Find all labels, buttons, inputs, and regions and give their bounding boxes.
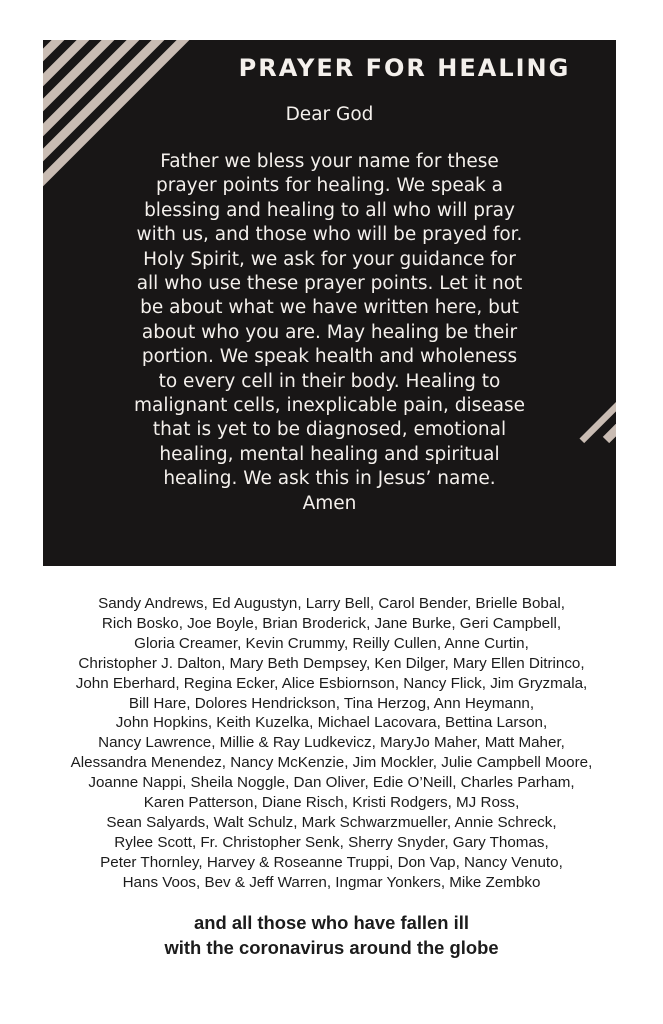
stripe-line bbox=[606, 40, 616, 440]
prayer-line: portion. We speak health and wholeness bbox=[141, 346, 518, 368]
prayer-card bbox=[43, 40, 616, 566]
prayer-line: be about what we have written here, but bbox=[140, 297, 519, 319]
prayer-body bbox=[83, 150, 576, 516]
prayer-title: PRAYER FOR HEALING bbox=[238, 54, 571, 82]
names-line: Rylee Scott, Fr. Christopher Senk, Sherry Snyder, Gary Thomas, bbox=[114, 833, 549, 851]
names-line: Gloria Creamer, Kevin Crummy, Reilly Cullen, Anne Curtin, bbox=[134, 634, 529, 652]
names-line: Nancy Lawrence, Millie & Ray Ludkevicz, MaryJo Maher, Matt Maher, bbox=[98, 734, 565, 752]
closing-line: with the coronavirus around the globe bbox=[164, 937, 499, 958]
names-line: Sean Salyards, Walt Schulz, Mark Schwarzmueller, Annie Schreck, bbox=[106, 813, 557, 831]
names-line: Christopher J. Dalton, Mary Beth Dempsey, Ken Dilger, Mary Ellen Ditrinco, bbox=[78, 654, 585, 672]
stripe-line bbox=[581, 40, 616, 440]
names-line: Peter Thornley, Harvey & Roseanne Truppi, Don Vap, Nancy Venuto, bbox=[100, 853, 563, 871]
names-line: John Hopkins, Keith Kuzelka, Michael Lacovara, Bettina Larson, bbox=[115, 714, 548, 732]
bottom-right-stripes bbox=[581, 40, 616, 440]
closing-message bbox=[0, 910, 663, 960]
prayer-line: blessing and healing to all who will pray bbox=[144, 199, 515, 221]
prayer-line: Holy Spirit, we ask for your guidance for bbox=[143, 248, 516, 270]
names-line: Joanne Nappi, Sheila Noggle, Dan Oliver, Edie O’Neill, Charles Parham, bbox=[88, 774, 575, 792]
names-line: Rich Bosko, Joe Boyle, Brian Broderick, Jane Burke, Geri Campbell, bbox=[101, 614, 562, 632]
prayer-greeting: Dear God bbox=[285, 104, 374, 125]
prayer-line: to every cell in their body. Healing to bbox=[158, 370, 501, 392]
names-list bbox=[0, 594, 663, 893]
prayer-line: about who you are. May healing be their bbox=[141, 321, 518, 343]
prayer-line: Father we bless your name for these bbox=[160, 151, 499, 172]
prayer-line: healing, mental healing and spiritual bbox=[159, 443, 500, 465]
prayer-line: malignant cells, inexplicable pain, disease bbox=[133, 395, 526, 417]
prayer-line: prayer points for healing. We speak a bbox=[156, 175, 503, 197]
names-line: Karen Patterson, Diane Risch, Kristi Rodgers, MJ Ross, bbox=[143, 794, 520, 812]
prayer-line: with us, and those who will be prayed for. bbox=[136, 224, 523, 246]
prayer-line: healing. We ask this in Jesus’ name. bbox=[163, 468, 496, 490]
prayer-amen: Amen bbox=[302, 492, 357, 514]
names-line: Hans Voos, Bev & Jeff Warren, Ingmar Yonkers, Mike Zembko bbox=[122, 873, 541, 891]
names-line: Bill Hare, Dolores Hendrickson, Tina Herzog, Ann Heymann, bbox=[128, 694, 535, 712]
names-line: John Eberhard, Regina Ecker, Alice Esbiornson, Nancy Flick, Jim Gryzmala, bbox=[75, 674, 588, 692]
names-line: Alessandra Menendez, Nancy McKenzie, Jim Mockler, Julie Campbell Moore, bbox=[70, 754, 593, 772]
prayer-line: all who use these prayer points. Let it not bbox=[136, 273, 523, 295]
prayer-line: that is yet to be diagnosed, emotional bbox=[152, 419, 507, 441]
closing-line: and all those who have fallen ill bbox=[194, 912, 469, 933]
names-line: Sandy Andrews, Ed Augustyn, Larry Bell, Carol Bender, Brielle Bobal, bbox=[98, 595, 565, 612]
